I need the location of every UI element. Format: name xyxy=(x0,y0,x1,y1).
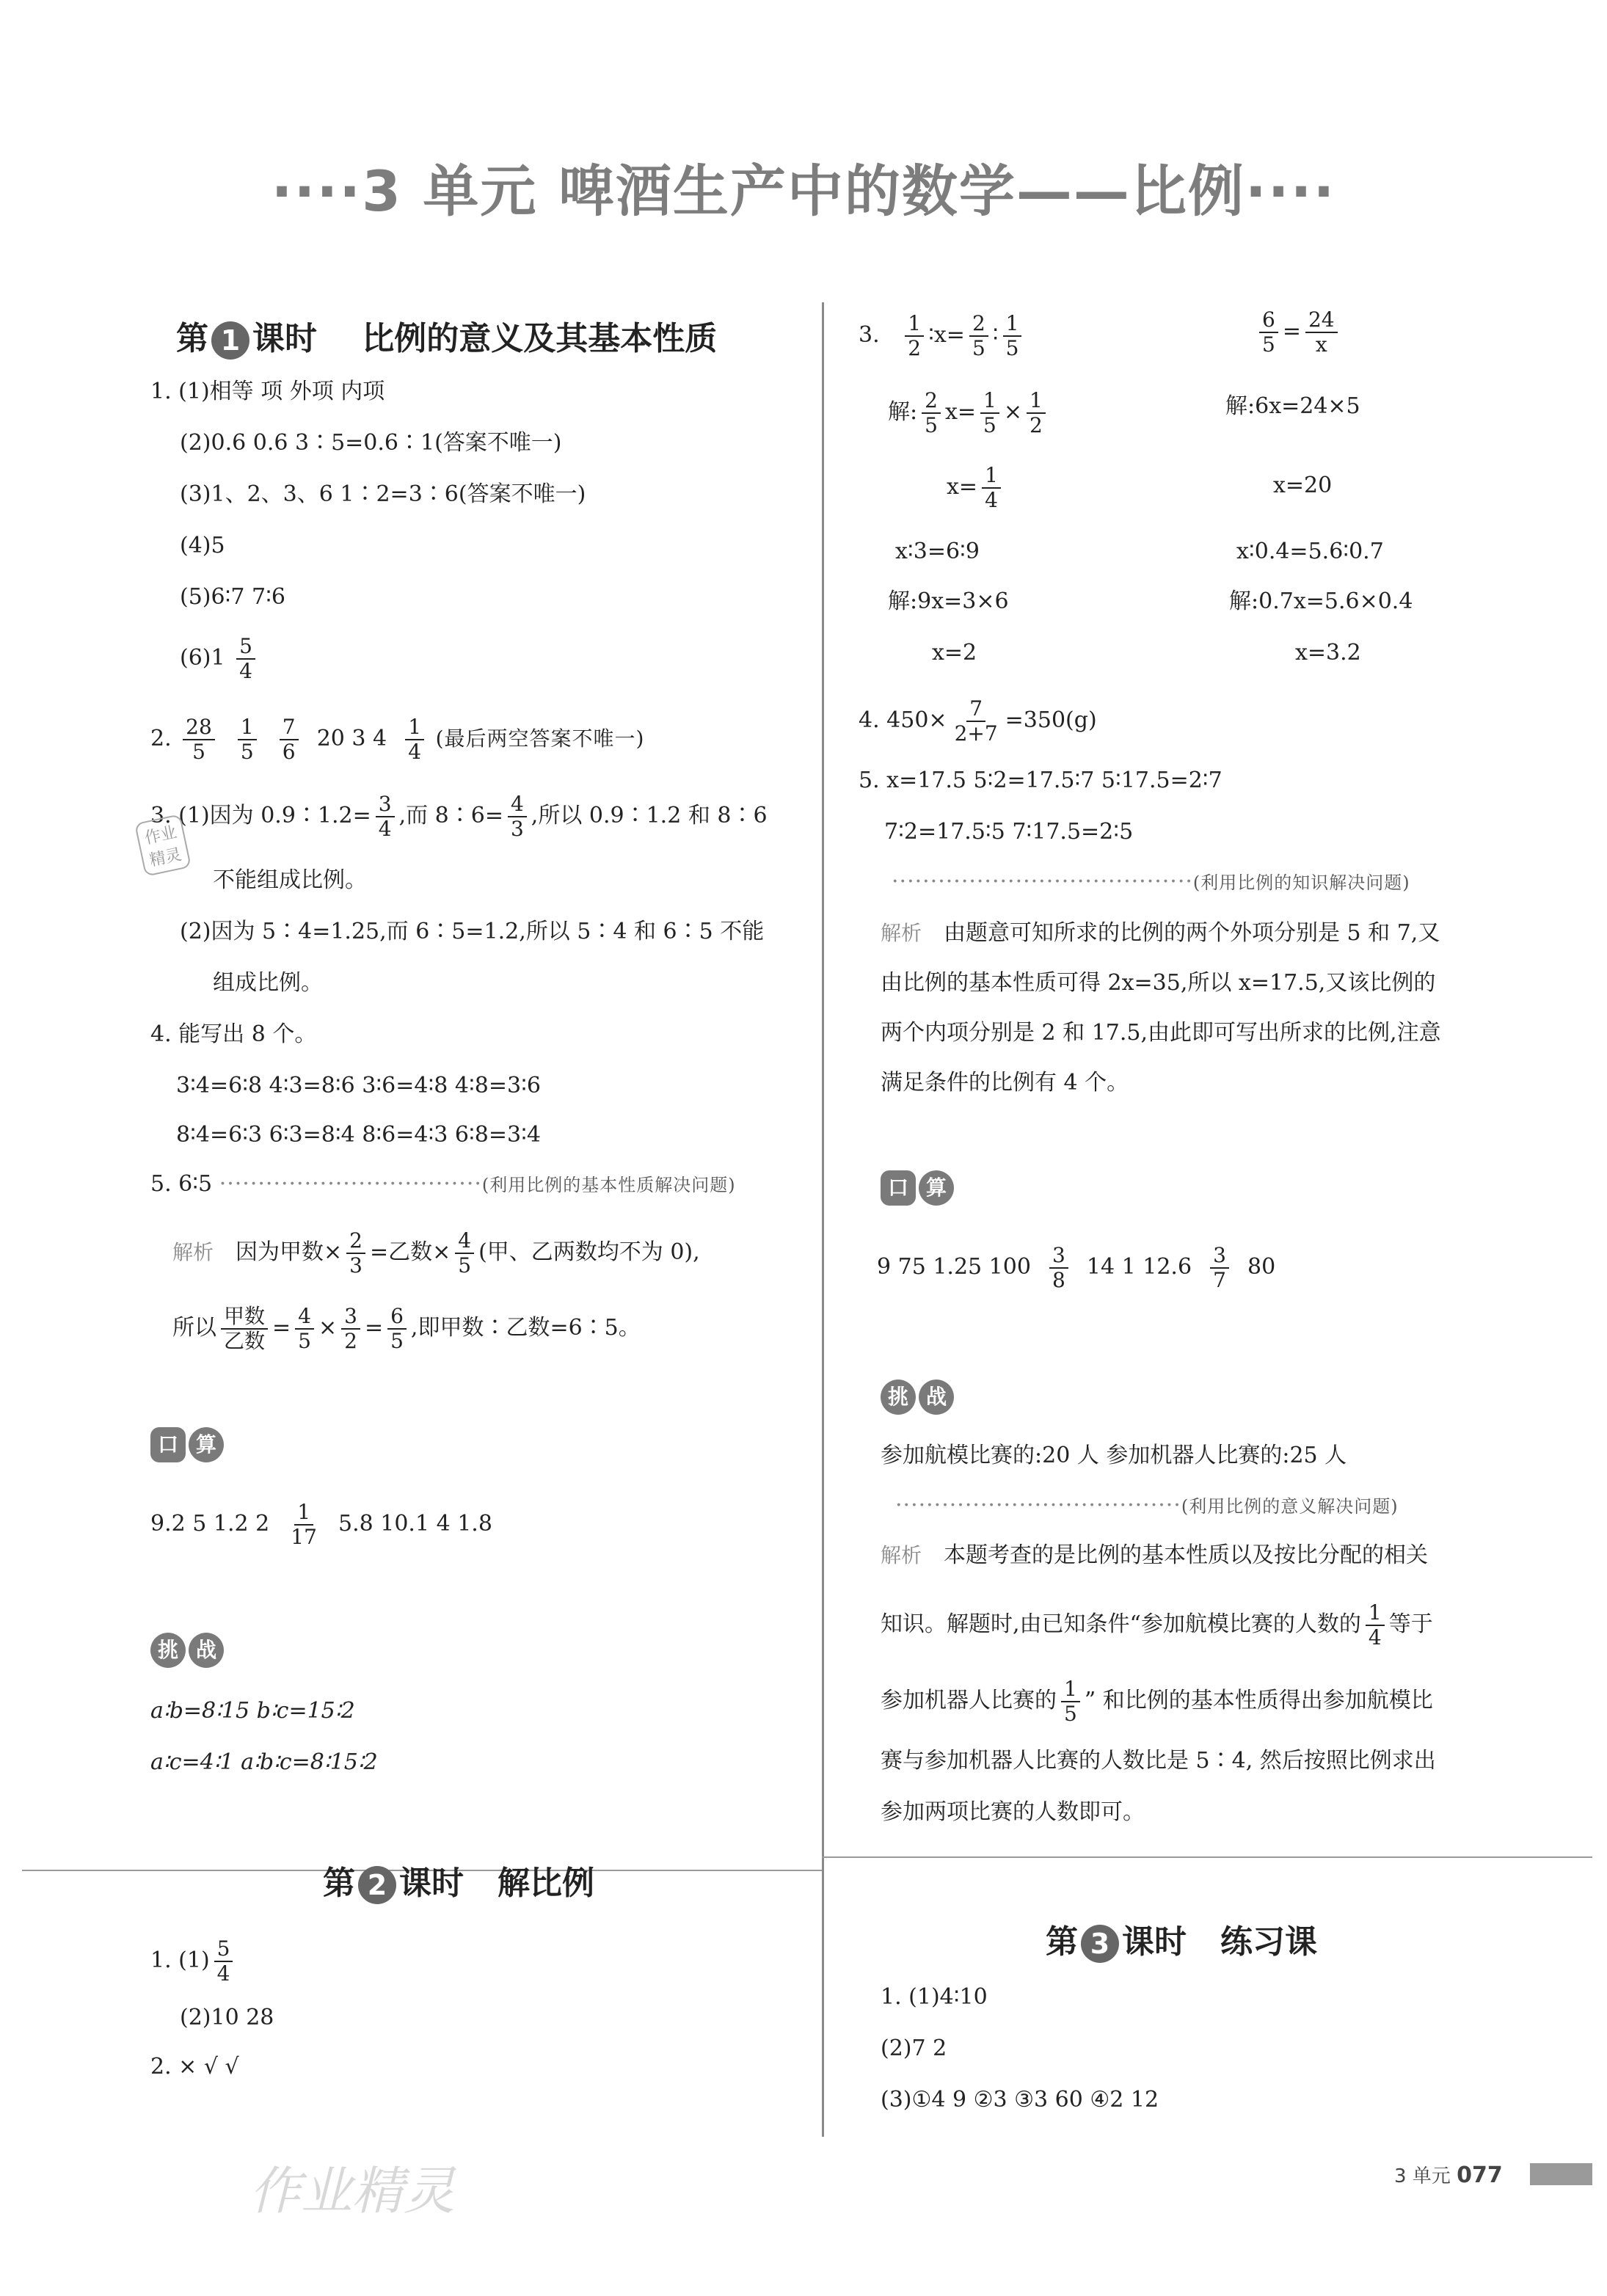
numerator: 3 xyxy=(1049,1244,1068,1269)
l2-q2: 2. × √ √ xyxy=(150,2054,239,2080)
denominator: 乙数 xyxy=(224,1329,266,1353)
r-q4 xyxy=(859,697,1097,746)
r-q3-eq1 xyxy=(859,312,1026,360)
denominator: 5 xyxy=(390,1329,404,1353)
section-divider-right xyxy=(822,1856,1592,1858)
q1-3: (3)1、2、3、6 1∶2=3∶6(答案不唯一) xyxy=(180,481,586,507)
denominator: 4 xyxy=(378,817,392,841)
numerator: 4 xyxy=(508,792,527,817)
q3-1-cont: 不能组成比例。 xyxy=(213,867,367,893)
fraction xyxy=(1049,1244,1068,1292)
fraction xyxy=(405,715,424,764)
r-challenge-analysis-2 xyxy=(881,1601,1433,1650)
r-q3-eq4: x∶0.4=5.6∶0.7 xyxy=(1236,539,1384,564)
numerator: 6 xyxy=(1259,308,1278,333)
challenge-badge xyxy=(150,1633,227,1668)
stamp-text-b: 精灵 xyxy=(147,845,183,870)
q4-row-1: 3∶4=6∶8 4∶3=8∶6 3∶6=4∶8 4∶8=3∶6 xyxy=(176,1073,542,1098)
answers-text: 80 xyxy=(1247,1254,1276,1280)
denominator: 7 xyxy=(1213,1268,1226,1292)
footer-unit: 3 单元 xyxy=(1394,2165,1451,2187)
q1-1: 1. (1)相等 项 外项 内项 xyxy=(150,379,385,404)
numerator: 5 xyxy=(236,635,255,660)
q3-text-c: ,所以 0.9∶1.2 和 8∶6 xyxy=(531,803,768,828)
numerator: 1 xyxy=(1003,312,1022,337)
lesson-name: 比例的意义及其基本性质 xyxy=(362,320,718,357)
footer-bar xyxy=(1530,2163,1592,2185)
r-challenge-note-line xyxy=(895,1490,1399,1523)
q2-values: 20 3 4 xyxy=(316,726,387,751)
r-q3-solve3: 解:9x=3×6 xyxy=(888,588,1009,614)
q5-answer: 5. 6∶5 xyxy=(150,1171,213,1197)
lesson-prefix: 第 xyxy=(176,320,208,357)
r-q3-result2: x=20 xyxy=(1273,473,1333,498)
r-q3-solve1 xyxy=(888,389,1050,437)
fraction xyxy=(183,715,215,764)
answers-text: 9 75 1.25 100 xyxy=(877,1254,1031,1280)
q1-6-text: (6)1 xyxy=(180,645,225,671)
l2-q1-text: 1. (1) xyxy=(150,1947,210,1973)
denominator: 5 xyxy=(192,740,205,764)
page-footer xyxy=(1394,2161,1503,2188)
numerator: 1 xyxy=(405,715,424,740)
answers-text: 14 1 12.6 xyxy=(1086,1254,1192,1280)
q3-2-cont: 组成比例。 xyxy=(213,970,323,996)
lesson-number: 1 xyxy=(211,321,249,360)
lesson-number: 3 xyxy=(1081,1925,1119,1963)
numerator: 1 xyxy=(1027,389,1046,414)
l3-q1-3: (3)①4 9 ②3 ③3 60 ④2 12 xyxy=(881,2087,1159,2113)
q3-text-a: 3. (1)因为 0.9∶1.2= xyxy=(150,803,371,828)
fraction xyxy=(376,792,395,841)
denominator: 4 xyxy=(1368,1625,1382,1650)
q1-6 xyxy=(180,635,260,683)
fraction xyxy=(1259,308,1278,357)
fraction xyxy=(1210,1244,1229,1292)
denominator: 5 xyxy=(1262,332,1275,357)
r-q3-result4: x=3.2 xyxy=(1295,640,1361,666)
denominator: 4 xyxy=(239,659,252,683)
analysis-text: = xyxy=(364,1315,384,1341)
denominator: x xyxy=(1315,332,1327,357)
badge-char: 挑 xyxy=(150,1633,186,1668)
analysis-text: 等于 xyxy=(1388,1611,1433,1637)
q3-2: (2)因为 5∶4=1.25,而 6∶5=1.2,所以 5∶4 和 6∶5 不能 xyxy=(180,919,765,944)
q1-2: (2)0.6 0.6 3∶5=0.6∶1(答案不唯一) xyxy=(180,430,562,456)
analysis-label: 解析 xyxy=(172,1240,214,1264)
numerator: 7 xyxy=(280,715,299,740)
challenge-note: (利用比例的意义解决问题) xyxy=(1181,1496,1399,1517)
fraction xyxy=(455,1229,474,1278)
answers-text: 9.2 5 1.2 2 xyxy=(150,1511,270,1537)
denominator: 5 xyxy=(925,413,938,437)
denominator: 3 xyxy=(510,817,524,841)
denominator: 17 xyxy=(291,1525,317,1549)
q5-note: (利用比例的知识解决问题) xyxy=(1192,872,1410,893)
r-q5-analysis-2: 由比例的基本性质可得 2x=35,所以 x=17.5,又该比例的 xyxy=(881,970,1436,996)
analysis-text: 所以 xyxy=(172,1315,216,1341)
numerator: 4 xyxy=(455,1229,474,1254)
q1-5: (5)6∶7 7∶6 xyxy=(180,584,285,610)
fraction xyxy=(1305,308,1338,357)
fraction xyxy=(980,389,999,437)
denominator: 5 xyxy=(1064,1702,1077,1726)
column-divider xyxy=(822,302,824,2137)
analysis-text: ” 和比例的基本性质得出参加航模比 xyxy=(1084,1688,1433,1713)
q5-analysis-1 xyxy=(172,1229,700,1278)
badge-char: 口 xyxy=(150,1427,186,1462)
r-q5-analysis-4: 满足条件的比例有 4 个。 xyxy=(881,1070,1129,1096)
lesson-2-heading xyxy=(323,1856,594,1904)
numerator: 1 xyxy=(980,389,999,414)
q4-text: =350(g) xyxy=(1005,707,1097,733)
denominator: 5 xyxy=(1005,336,1019,360)
challenge-answer-2: a∶c=4∶1 a∶b∶c=8∶15∶2 xyxy=(150,1749,378,1775)
r-q3-solve2: 解:6x=24×5 xyxy=(1225,393,1360,419)
analysis-text: (甲、乙两数均不为 0), xyxy=(478,1239,700,1265)
fraction xyxy=(221,1305,268,1353)
denominator: 5 xyxy=(983,413,996,437)
q4: 4. 能写出 8 个。 xyxy=(150,1021,317,1047)
challenge-answer-1: a∶b=8∶15 b∶c=15∶2 xyxy=(150,1698,355,1724)
denominator: 4 xyxy=(985,488,998,512)
r-q3-result3: x=2 xyxy=(932,640,977,666)
fraction xyxy=(295,1305,314,1353)
challenge-badge xyxy=(881,1380,957,1415)
numerator: 1 xyxy=(1366,1601,1385,1626)
denominator: 2+7 xyxy=(954,721,998,746)
r-q5-2: 7∶2=17.5∶5 7∶17.5=2∶5 xyxy=(884,819,1134,845)
r-q3-solve4: 解:0.7x=5.6×0.4 xyxy=(1229,588,1413,614)
numerator: 4 xyxy=(295,1305,314,1330)
l3-q1-2: (2)7 2 xyxy=(881,2036,947,2061)
leader-dots: ····································· xyxy=(895,1493,1181,1518)
r-challenge-analysis-3 xyxy=(881,1677,1433,1726)
r-mental-math-answers xyxy=(877,1244,1275,1292)
q4-row-2: 8∶4=6∶3 6∶3=8∶4 8∶6=4∶3 6∶8=3∶4 xyxy=(176,1122,542,1148)
q4-text: 4. 450× xyxy=(859,707,947,733)
q2-number: 2. xyxy=(150,726,172,751)
page-number: 077 xyxy=(1457,2162,1503,2188)
l2-q1-2: (2)10 28 xyxy=(180,2005,274,2030)
lesson-name: 练习课 xyxy=(1220,1923,1317,1961)
fraction xyxy=(952,697,1001,746)
q2 xyxy=(150,715,644,764)
numerator: 2 xyxy=(922,389,941,414)
q3-text-b: ,而 8∶6= xyxy=(398,803,503,828)
q5 xyxy=(150,1168,736,1201)
lesson-name: 解比例 xyxy=(497,1865,594,1902)
fraction xyxy=(922,389,941,437)
numerator: 2 xyxy=(969,312,988,337)
lesson-1-heading xyxy=(176,312,717,360)
solve-text: x= xyxy=(944,399,976,425)
analysis-text: 知识。解题时,由已知条件“参加航模比赛的人数的 xyxy=(881,1611,1361,1637)
lesson-suffix: 课时 xyxy=(399,1865,464,1902)
numerator: 5 xyxy=(214,1937,233,1962)
r-q5-1: 5. x=17.5 5∶2=17.5∶7 5∶17.5=2∶7 xyxy=(859,768,1222,793)
mental-math-badge xyxy=(881,1170,957,1206)
analysis-text: ,即甲数∶乙数=6∶5。 xyxy=(410,1315,641,1341)
numerator: 6 xyxy=(387,1305,407,1330)
numerator: 2 xyxy=(346,1229,365,1254)
r-q3-result1 xyxy=(947,464,1005,512)
fraction xyxy=(1027,389,1046,437)
fraction xyxy=(982,464,1001,512)
fraction xyxy=(1366,1601,1385,1650)
unit-title: ····3 单元 啤酒生产中的数学——比例···· xyxy=(271,158,1336,224)
lesson-suffix: 课时 xyxy=(1122,1923,1187,1961)
analysis-text: 因为甲数× xyxy=(236,1239,343,1265)
numerator: 1 xyxy=(1061,1677,1080,1702)
numerator: 3 xyxy=(376,792,395,817)
denominator: 3 xyxy=(349,1253,362,1278)
fraction xyxy=(214,1937,233,1986)
l3-q1-1: 1. (1)4∶10 xyxy=(881,1984,988,2010)
badge-char: 挑 xyxy=(881,1380,916,1415)
lesson-number: 2 xyxy=(358,1866,396,1904)
numerator: 3 xyxy=(1210,1244,1229,1269)
numerator: 3 xyxy=(341,1305,360,1330)
watermark: 作业精灵 xyxy=(249,2161,455,2221)
answers-text: 5.8 10.1 4 1.8 xyxy=(338,1511,492,1537)
r-q5-note-line xyxy=(892,866,1410,899)
denominator: 5 xyxy=(972,336,985,360)
r-q5-analysis-1 xyxy=(881,917,1440,950)
denominator: 5 xyxy=(240,740,254,764)
numerator: 1 xyxy=(982,464,1001,489)
denominator: 2 xyxy=(908,336,922,360)
numerator: 甲数 xyxy=(221,1305,268,1330)
denominator: 4 xyxy=(216,1961,230,1986)
l2-q1-1 xyxy=(150,1937,237,1986)
r-q3-eq3: x∶3=6∶9 xyxy=(895,539,980,564)
numerator: 1 xyxy=(905,312,924,337)
mental-math-answers xyxy=(150,1501,492,1549)
solve-text: x= xyxy=(947,474,978,500)
numerator: 28 xyxy=(183,715,215,740)
fraction xyxy=(508,792,527,841)
q3-number: 3. xyxy=(859,322,880,348)
fraction xyxy=(280,715,299,764)
numerator: 1 xyxy=(238,715,257,740)
eq-text: ∶ xyxy=(992,322,999,348)
solve-text: × xyxy=(1003,399,1022,425)
badge-char: 算 xyxy=(919,1170,954,1206)
q1-4: (4)5 xyxy=(180,533,225,558)
q5-analysis-2 xyxy=(172,1305,641,1353)
denominator: 2 xyxy=(1029,413,1043,437)
stamp-text-a: 作业 xyxy=(143,823,179,848)
analysis-label: 解析 xyxy=(881,921,922,945)
fraction xyxy=(238,715,257,764)
r-q3-eq2 xyxy=(1255,308,1342,357)
lesson-3-heading xyxy=(1046,1915,1317,1963)
analysis-label: 解析 xyxy=(881,1543,922,1567)
badge-char: 算 xyxy=(189,1427,224,1462)
r-challenge-analysis-1 xyxy=(881,1539,1428,1572)
eq-text: ∶x= xyxy=(928,322,965,348)
denominator: 5 xyxy=(458,1253,472,1278)
denominator: 4 xyxy=(408,740,422,764)
mental-math-badge xyxy=(150,1427,227,1462)
numerator: 7 xyxy=(966,697,985,722)
fraction xyxy=(969,312,988,360)
lesson-prefix: 第 xyxy=(323,1865,355,1902)
solve-text: 解: xyxy=(888,399,918,425)
badge-char: 战 xyxy=(189,1633,224,1668)
lesson-prefix: 第 xyxy=(1046,1923,1078,1961)
fraction xyxy=(288,1501,320,1549)
lesson-suffix: 课时 xyxy=(252,320,317,357)
badge-char: 口 xyxy=(881,1170,916,1206)
fraction xyxy=(387,1305,407,1353)
numerator: 24 xyxy=(1305,308,1338,333)
leader-dots: ·································· xyxy=(219,1171,482,1197)
q3-1 xyxy=(150,792,768,841)
r-challenge-answer: 参加航模比赛的:20 人 参加机器人比赛的:25 人 xyxy=(881,1443,1347,1468)
analysis-text: × xyxy=(318,1315,338,1341)
badge-char: 战 xyxy=(919,1380,954,1415)
denominator: 6 xyxy=(282,740,296,764)
leader-dots: ······································· xyxy=(892,869,1193,894)
r-challenge-analysis-5: 参加两项比赛的人数即可。 xyxy=(881,1799,1145,1825)
fraction xyxy=(905,312,924,360)
analysis-text: =乙数× xyxy=(369,1239,451,1265)
analysis-text: 由题意可知所求的比例的两个外项分别是 5 和 7,又 xyxy=(944,920,1440,946)
q2-note: (最后两空答案不唯一) xyxy=(435,726,645,751)
fraction xyxy=(1061,1677,1080,1726)
eq-text: = xyxy=(1282,318,1301,344)
fraction xyxy=(236,635,255,683)
denominator: 8 xyxy=(1052,1268,1065,1292)
denominator: 2 xyxy=(344,1329,357,1353)
analysis-text: = xyxy=(272,1315,291,1341)
numerator: 1 xyxy=(294,1501,313,1526)
fraction xyxy=(341,1305,360,1353)
fraction xyxy=(1003,312,1022,360)
r-challenge-analysis-4: 赛与参加机器人比赛的人数比是 5∶4, 然后按照比例求出 xyxy=(881,1748,1436,1774)
analysis-text: 参加机器人比赛的 xyxy=(881,1688,1057,1713)
denominator: 5 xyxy=(298,1329,311,1353)
r-q5-analysis-3: 两个内项分别是 2 和 17.5,由此即可写出所求的比例,注意 xyxy=(881,1020,1441,1046)
fraction xyxy=(346,1229,365,1278)
analysis-text: 本题考查的是比例的基本性质以及按比分配的相关 xyxy=(944,1542,1429,1568)
q5-note: (利用比例的基本性质解决问题) xyxy=(481,1175,736,1195)
